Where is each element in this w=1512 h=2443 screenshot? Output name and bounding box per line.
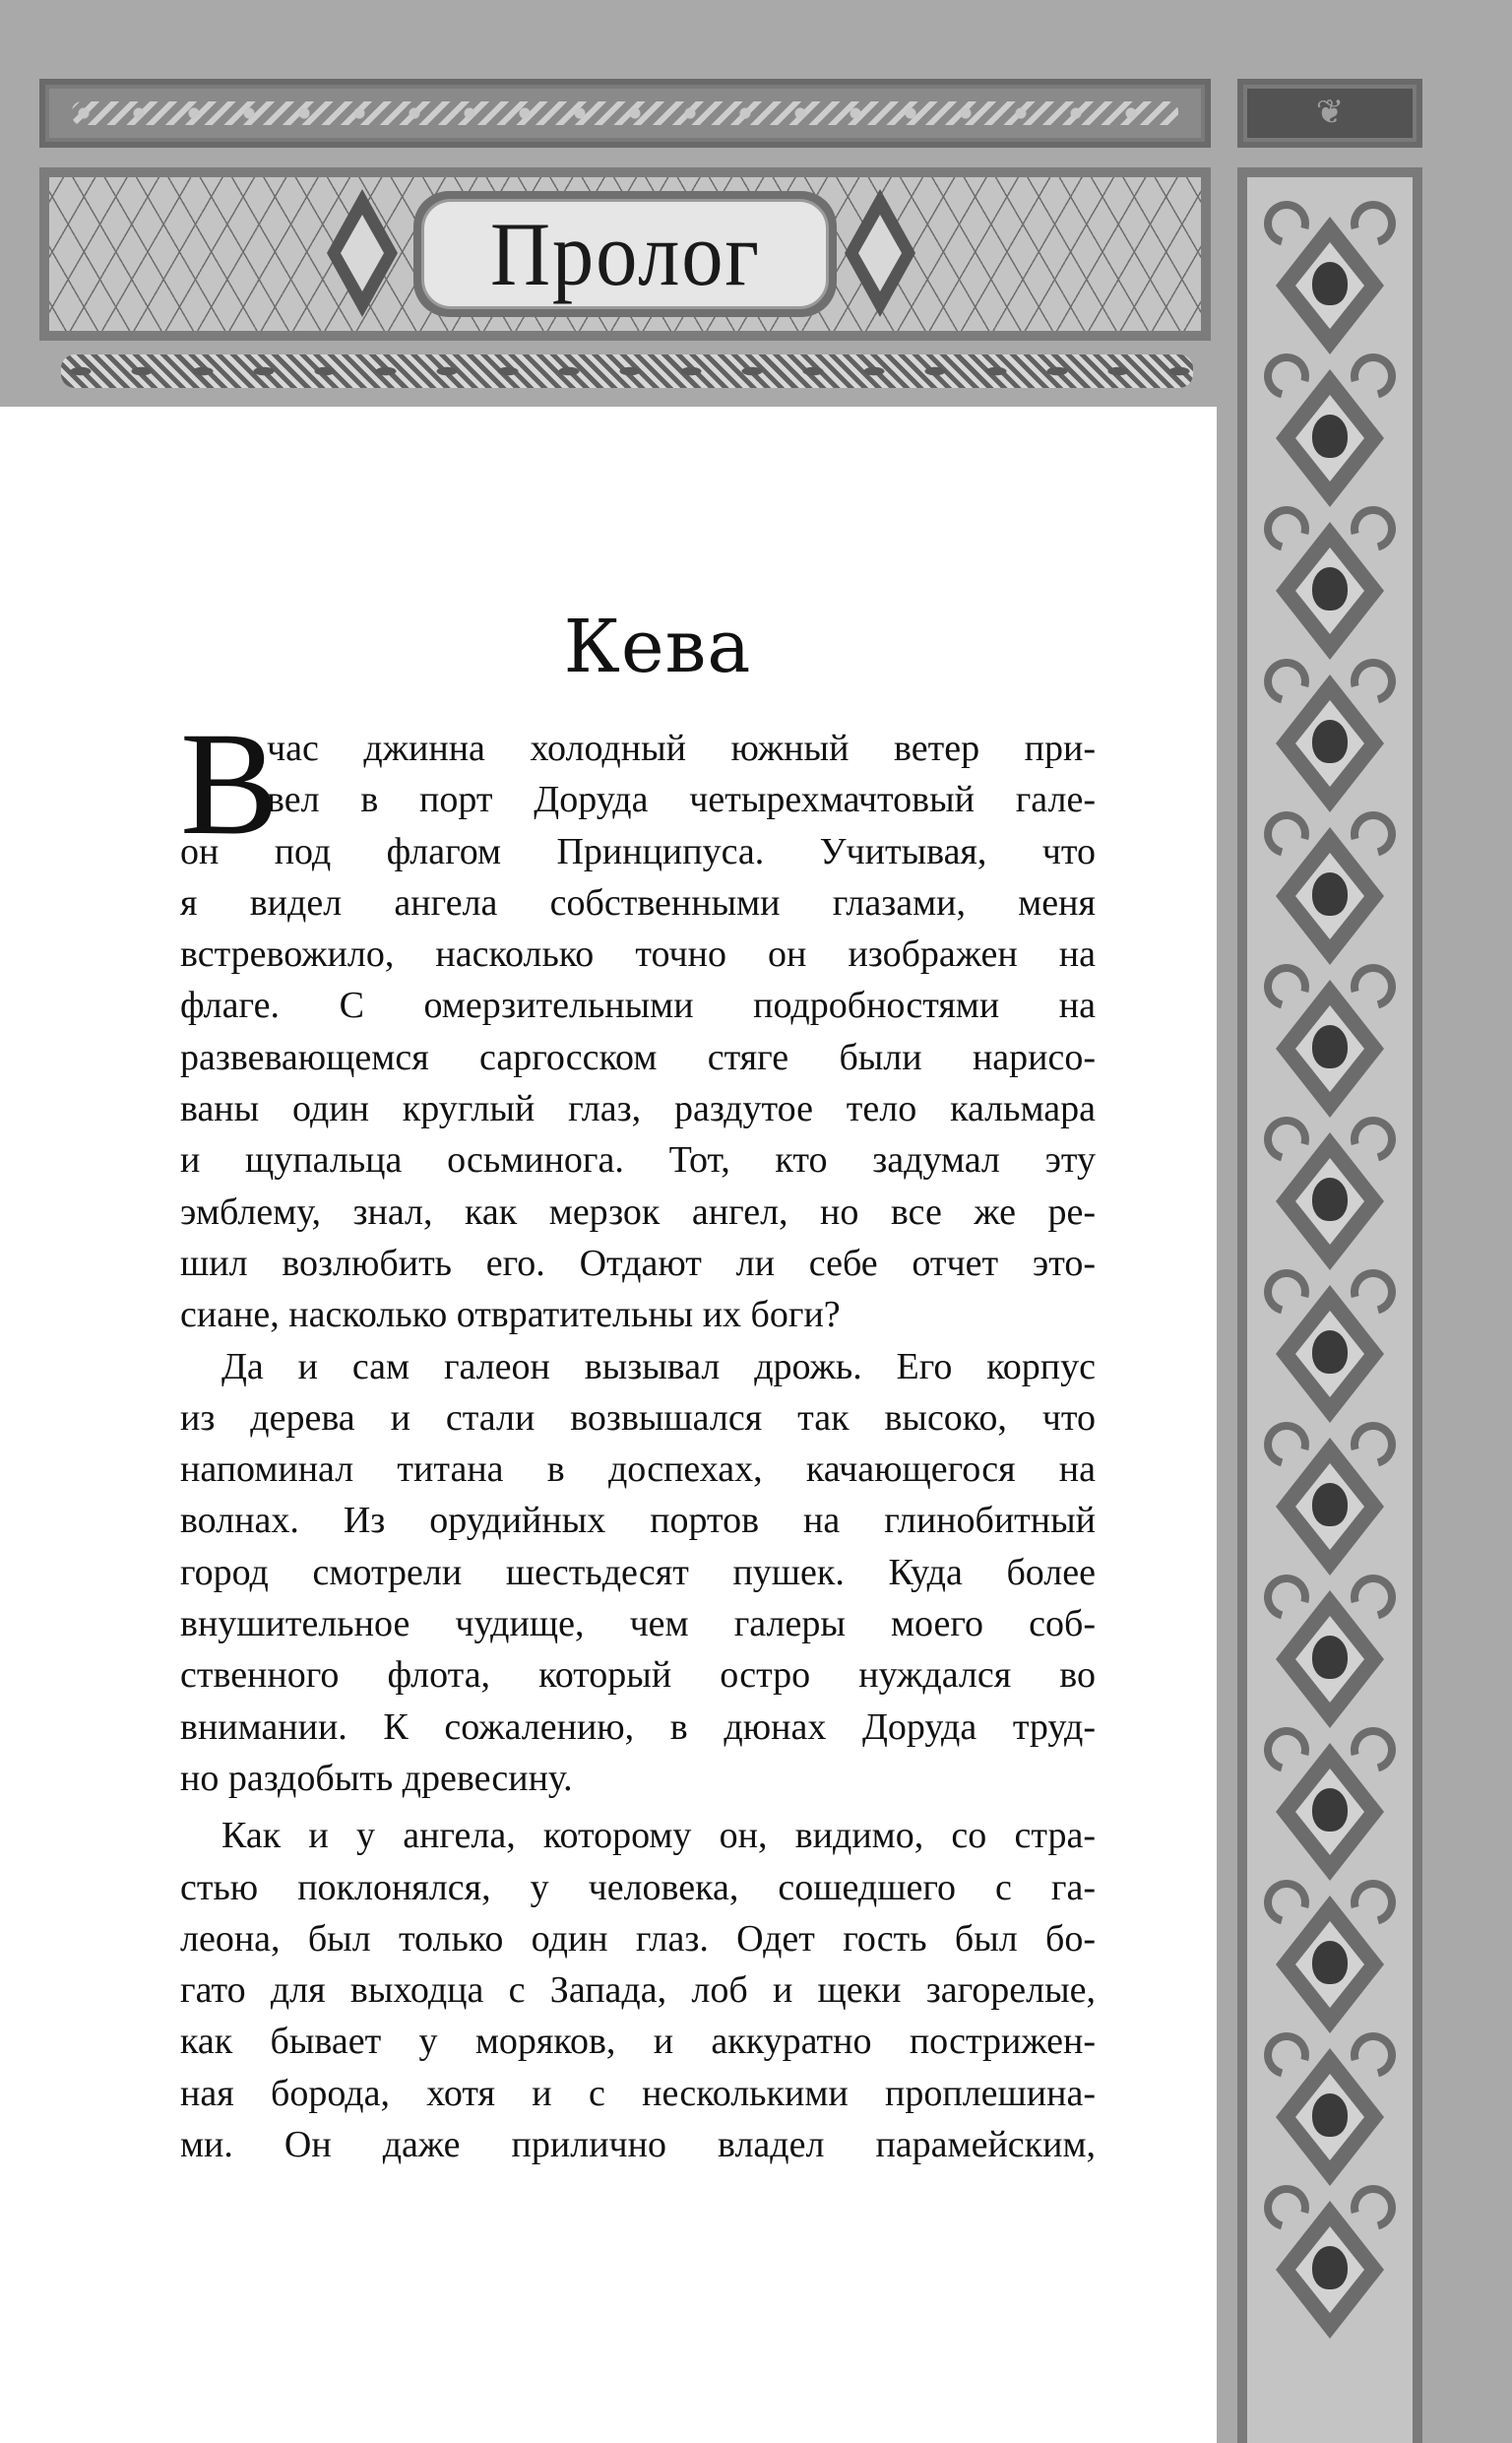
chapter-title: Кева <box>563 605 752 689</box>
text-line: леона, был только один глаз. Одет гость был бо- <box>180 1917 1096 1960</box>
paragraph-3 <box>180 1810 1096 2170</box>
diamond-motif-icon <box>1264 1123 1396 1280</box>
text-line: он под флагом Принципуса. Учитывая, что <box>180 830 1096 872</box>
chapter-content <box>180 605 1096 2170</box>
top-ornament-band <box>39 79 1211 148</box>
text-line: ная борода, хотя и с несколькими проплешина- <box>180 2072 1096 2114</box>
bottom-ornament-band <box>61 354 1193 388</box>
diamond-motif-icon <box>1264 2038 1396 2196</box>
paragraph-1 <box>180 702 1096 1341</box>
diamond-motif-icon <box>1264 1580 1396 1738</box>
text-line: волнах. Из орудийных портов на глинобитный <box>180 1500 1096 1542</box>
diamond-motif-icon <box>1264 1428 1396 1585</box>
text-line: я видел ангела собственными глазами, меня <box>180 881 1096 924</box>
text-line: шил возлюбить его. Отдают ли себе отчет это- <box>180 1242 1096 1284</box>
text-line: напоминал титана в доспехах, качающегося на <box>180 1448 1096 1491</box>
text-line: ми. Он даже прилично владел парамейским, <box>180 2124 1096 2166</box>
paragraph-2 <box>180 1341 1096 1805</box>
text-line: вел в порт Доруда четырехмачтовый гале- <box>267 779 1096 821</box>
text-line: но раздобыть древесину. <box>180 1757 573 1799</box>
scroll-ornament-icon <box>72 101 1177 125</box>
diamond-motif-icon <box>1264 207 1396 364</box>
text-line: как бывает у моряков, и аккуратно пострижен- <box>180 2021 1096 2063</box>
diamond-motif-icon <box>1264 1733 1396 1891</box>
text-line: из дерева и стали возвышался так высоко, что <box>180 1396 1096 1439</box>
drop-cap: В <box>180 702 280 866</box>
side-cap-ornament <box>1237 79 1422 148</box>
text-line: встревожило, насколько точно он изображен на <box>180 933 1096 976</box>
text-line: Да и сам галеон вызывал дрожь. Его корпус <box>221 1345 1096 1387</box>
diamond-motif-icon <box>1264 1275 1396 1433</box>
diamond-motif-icon <box>1264 512 1396 670</box>
diamond-motif-icon <box>1264 359 1396 517</box>
section-title-plate <box>413 191 837 317</box>
text-line: эмблему, знал, как мерзок ангел, но все же ре- <box>180 1190 1096 1233</box>
text-line: час джинна холодный южный ветер при- <box>267 728 1096 769</box>
text-line: ственного флота, который остро нуждался во <box>180 1654 1096 1697</box>
floral-ornament-icon: ❦ <box>1315 95 1345 131</box>
side-border-column <box>1237 167 1422 2443</box>
diamond-motif-icon <box>1264 817 1396 975</box>
section-title-banner <box>39 167 1211 341</box>
diamond-motif-icon <box>1264 2191 1396 2348</box>
text-line: развевающемся саргосском стяге были нарисо- <box>180 1036 1096 1078</box>
diamond-motif-icon <box>1264 970 1396 1127</box>
text-line: и щупальца осьминога. Тот, кто задумал эту <box>180 1139 1096 1182</box>
text-line: внушительное чудище, чем галеры моего соб- <box>180 1603 1096 1645</box>
diamond-motif-icon <box>1264 1886 1396 2043</box>
text-line: внимании. К сожалению, в дюнах Доруда труд- <box>180 1705 1096 1748</box>
text-line: сиане, насколько отвратительны их боги? <box>180 1294 841 1336</box>
diamond-motif-icon <box>1264 665 1396 822</box>
text-line: ваны один круглый глаз, раздутое тело кальмара <box>180 1088 1096 1130</box>
text-line: флаге. С омерзительными подробностями на <box>180 985 1096 1027</box>
text-line: Как и у ангела, которому он, видимо, со стра- <box>221 1815 1096 1857</box>
text-line: стью поклонялся, у человека, сошедшего с га- <box>180 1866 1096 1908</box>
section-title: Пролог <box>489 204 761 304</box>
text-line: гато для выходца с Запада, лоб и щеки загорелые, <box>180 1969 1096 2012</box>
text-line: город смотрели шестьдесят пушек. Куда более <box>180 1551 1096 1593</box>
